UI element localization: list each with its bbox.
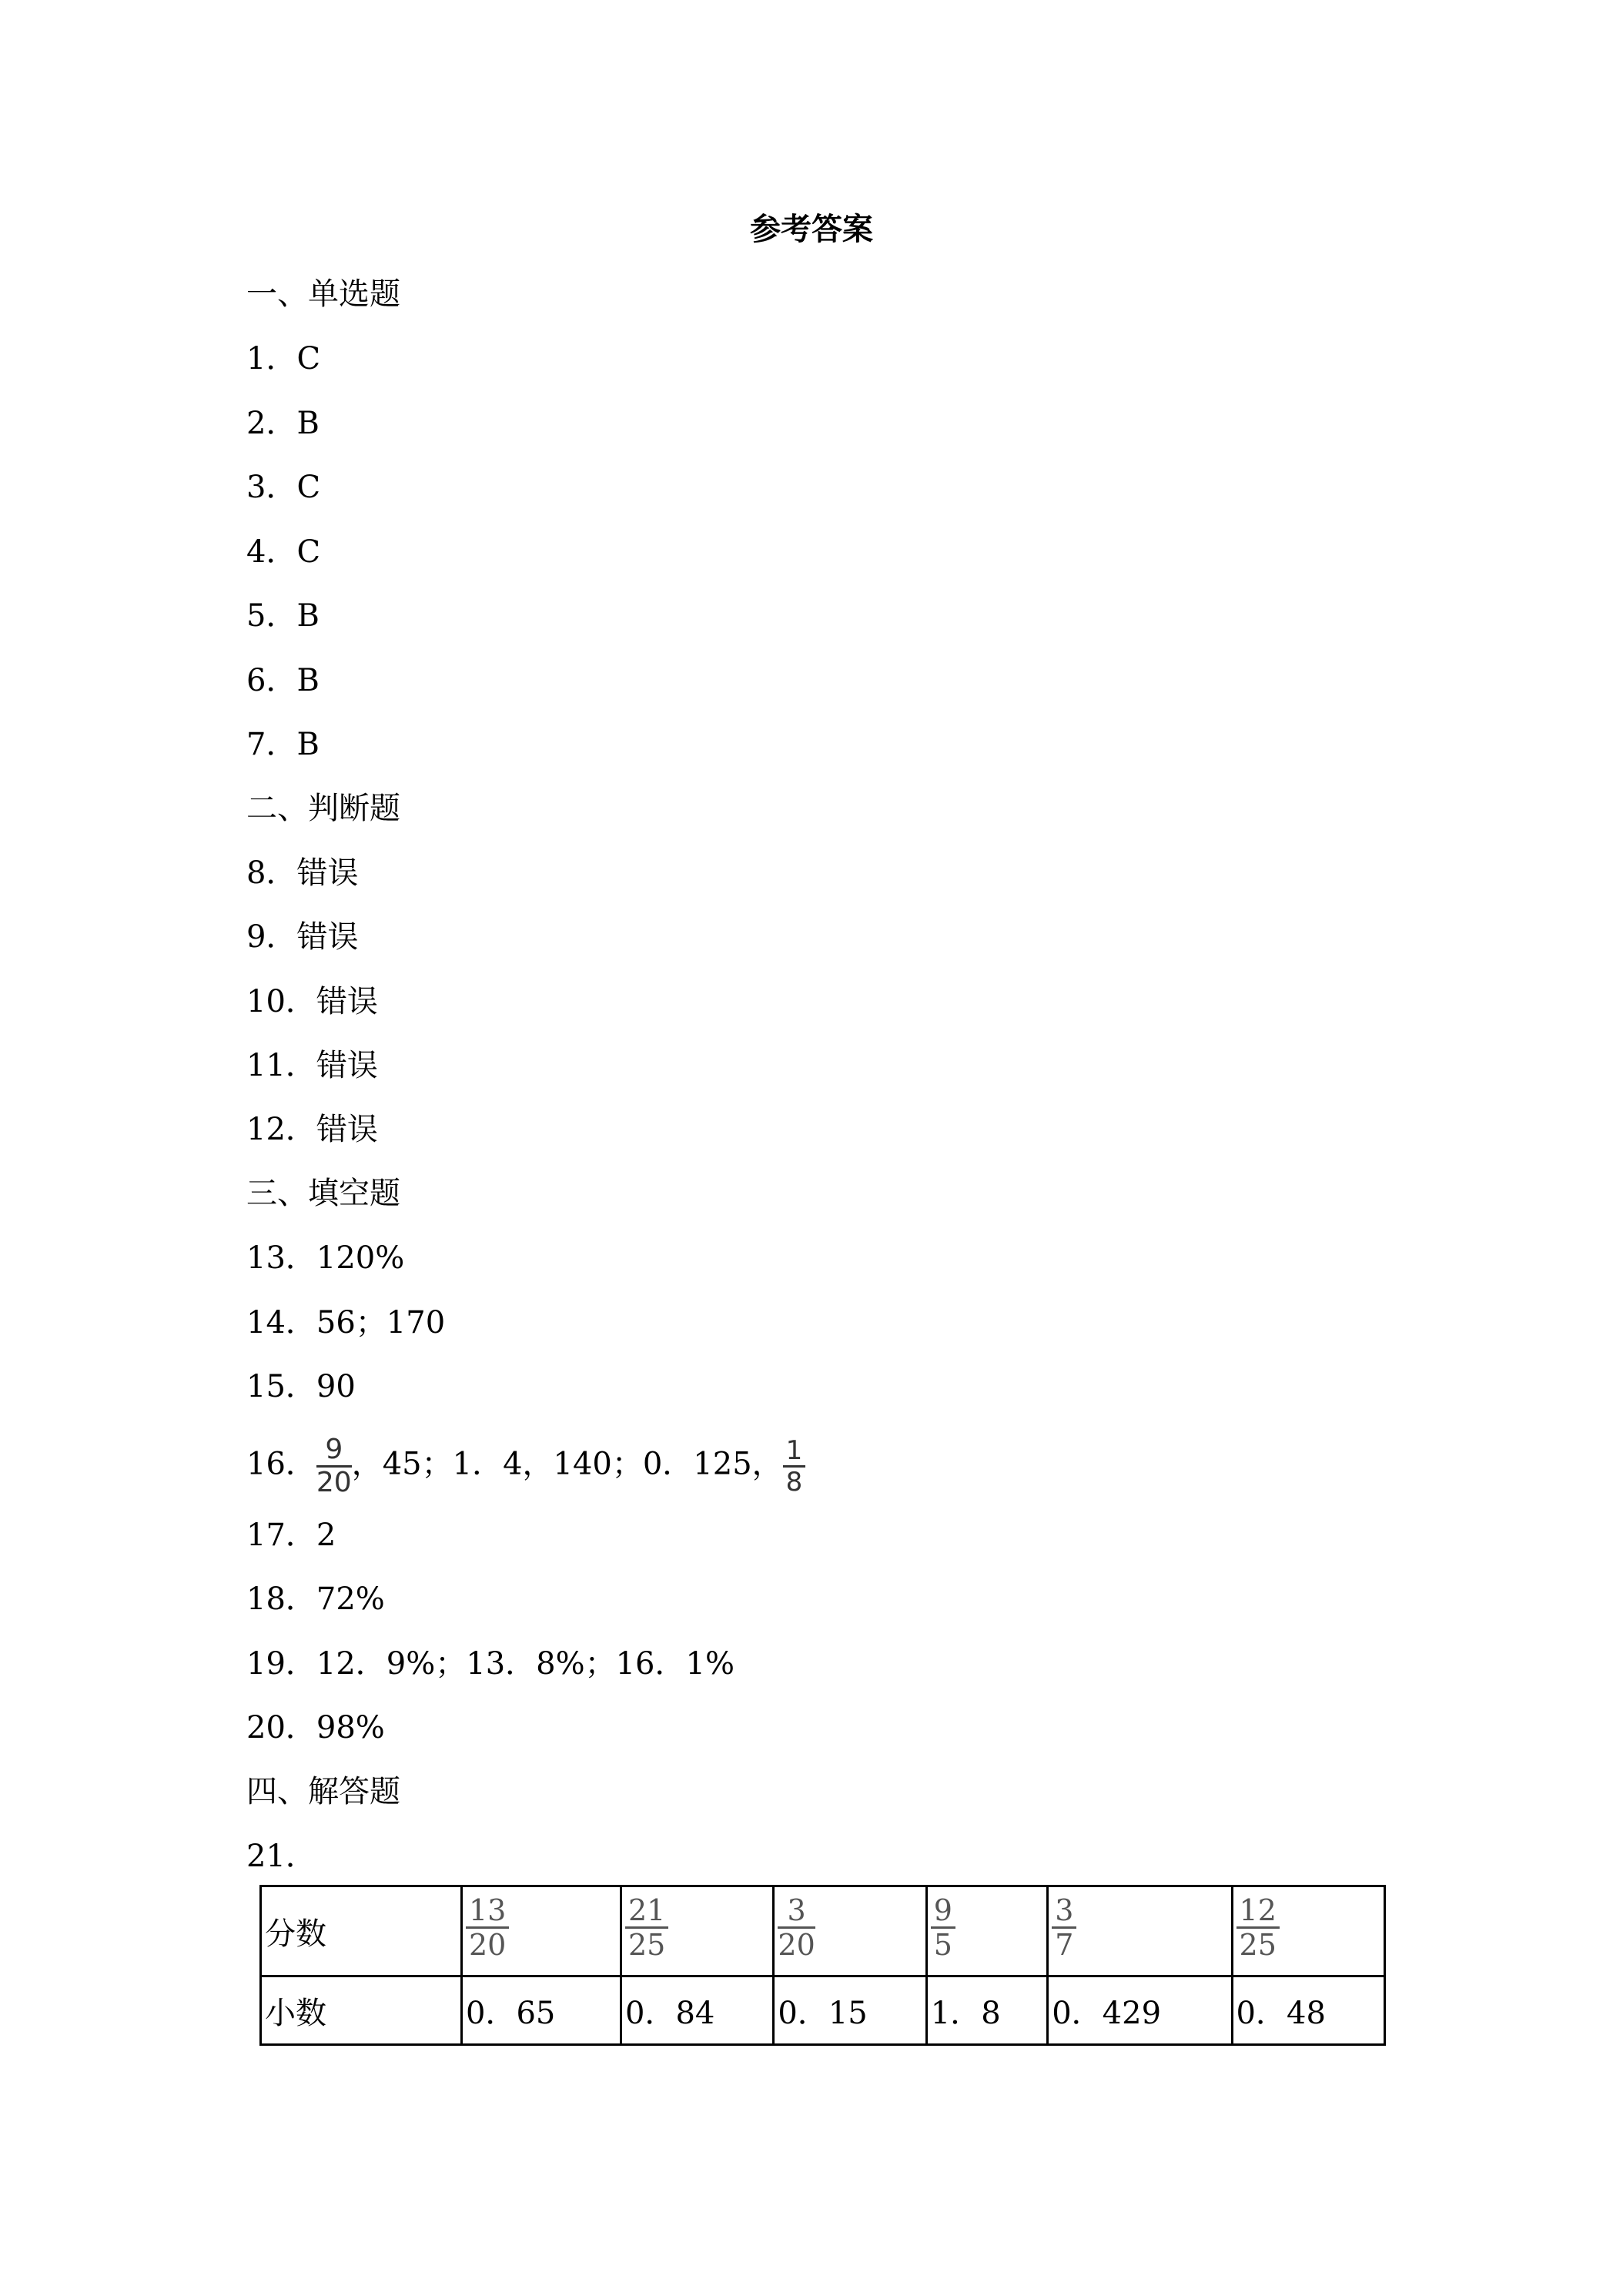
table-cell-fraction: $\frac{21}{25}$: [621, 1886, 774, 1976]
table-header-decimal: 小数: [261, 1976, 462, 2045]
table-cell-fraction: $\frac{12}{25}$: [1232, 1886, 1384, 1976]
answer-18: 18．72%: [246, 1581, 385, 1617]
answer-15: 15．90: [246, 1369, 356, 1404]
table-cell-decimal: 1．8: [926, 1976, 1047, 2045]
answer-1: 1．C: [246, 341, 321, 377]
table-cell-fraction: $\frac{3}{20}$: [774, 1886, 926, 1976]
answer-14: 14．56；170: [246, 1305, 446, 1340]
table-cell-decimal: 0．48: [1232, 1976, 1384, 2045]
table-cell-decimal: 0．84: [621, 1976, 774, 2045]
table-row-fractions: [261, 1886, 1385, 1976]
answer-10: 10．错误: [246, 984, 378, 1019]
fraction-9-20: $\frac{9}{20}$: [316, 1434, 352, 1498]
table-cell-fraction: $\frac{13}{20}$: [462, 1886, 621, 1976]
answer-16: [246, 1436, 805, 1497]
section-heading-true-false: 二、判断题: [246, 791, 400, 826]
table-header-fraction: 分数: [261, 1886, 462, 1976]
answer-21: 21．: [246, 1839, 316, 1874]
answer-7: 7．B: [246, 727, 320, 762]
table-cell-decimal: 0．15: [774, 1976, 926, 2045]
section-heading-fill-blank: 三、填空题: [246, 1176, 400, 1211]
answer-16-middle: ，45；1．4，140；0．125，: [351, 1446, 783, 1482]
answer-12: 12．错误: [246, 1112, 378, 1147]
answer-5: 5．B: [246, 598, 320, 634]
section-heading-single-choice: 一、单选题: [246, 276, 400, 312]
fraction-1-8: $\frac{1}{8}$: [783, 1438, 806, 1495]
answer-16-label: 16．: [246, 1446, 316, 1482]
answer-17: 17．2: [246, 1518, 336, 1553]
answer-20: 20．98%: [246, 1710, 385, 1745]
answer-8: 8．错误: [246, 855, 359, 891]
table-cell-decimal: 0．429: [1048, 1976, 1232, 2045]
answer-11: 11．错误: [246, 1048, 378, 1083]
page-title: 参考答案: [750, 211, 873, 247]
section-heading-solutions: 四、解答题: [246, 1774, 400, 1809]
answer-9: 9．错误: [246, 919, 359, 955]
table-cell-fraction: $\frac{9}{5}$: [926, 1886, 1047, 1976]
table-cell-fraction: $\frac{3}{7}$: [1048, 1886, 1232, 1976]
answer-4: 4．C: [246, 534, 321, 570]
answer-13: 13．120%: [246, 1240, 405, 1276]
answer-6: 6．B: [246, 663, 320, 698]
table-cell-decimal: 0．65: [462, 1976, 621, 2045]
fraction-decimal-table: [259, 1885, 1386, 2046]
answer-2: 2．B: [246, 406, 320, 441]
answer-3: 3．C: [246, 470, 321, 505]
answer-19: 19．12．9%；13．8%；16．1%: [246, 1646, 735, 1682]
table-row-decimals: [261, 1976, 1385, 2045]
